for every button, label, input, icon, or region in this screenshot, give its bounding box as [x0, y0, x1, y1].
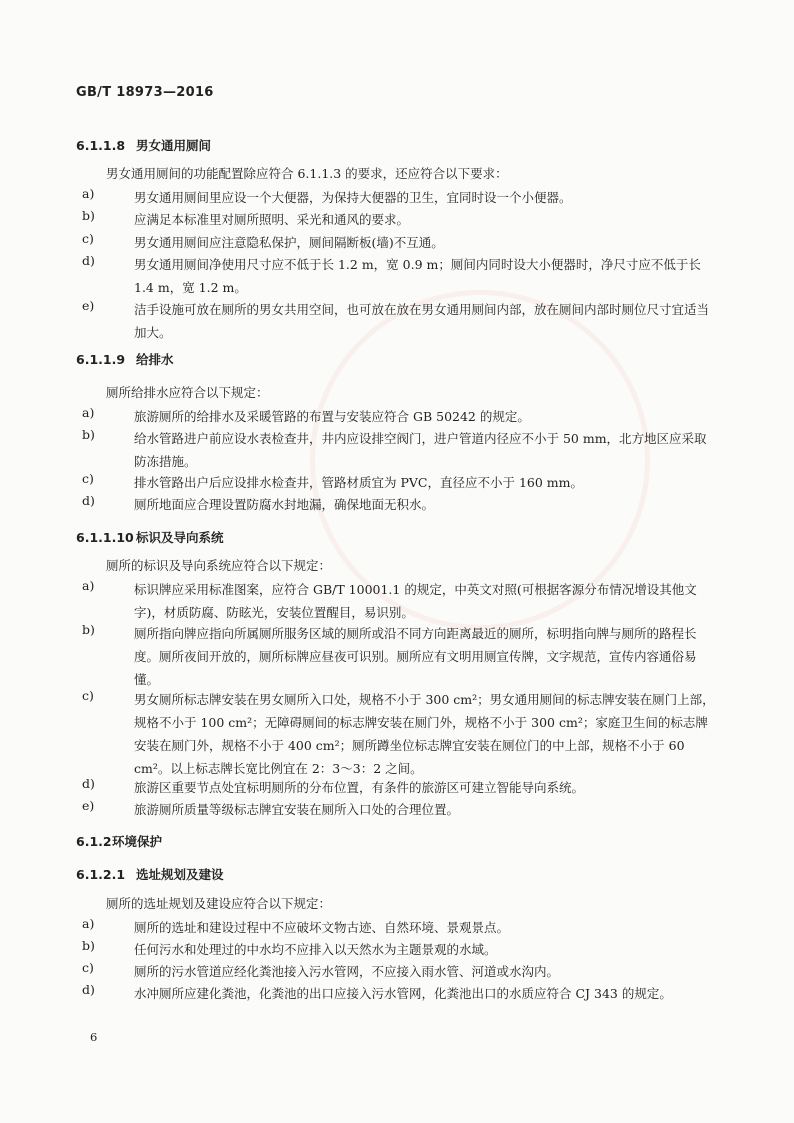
- list-text: 水冲厕所应建化粪池，化粪池的出口应接入污水管网，化粪池出口的水质应符合 CJ 343 的规定。: [134, 986, 672, 1001]
- list-item: [76, 298, 716, 344]
- list-item: [76, 578, 716, 624]
- list-item: [76, 471, 716, 494]
- list-marker: a): [82, 405, 95, 420]
- list-marker: e): [82, 298, 95, 313]
- section-number: 6.1.1.8: [76, 138, 126, 153]
- list-text: 男女通用厕间里应设一个大便器，为保持大便器的卫生，宜同时设一个小便器。: [134, 190, 572, 205]
- list-marker: e): [82, 798, 95, 813]
- list-text: 旅游区重要节点处宜标明厕所的分布位置，有条件的旅游区可建立智能导向系统。: [134, 780, 585, 795]
- list-marker: b): [82, 938, 95, 953]
- list-text: 厕所的污水管道应经化粪池接入污水管网，不应接入雨水管、河道或水沟内。: [134, 964, 560, 979]
- list-item: [76, 493, 716, 516]
- list-text: 厕所指向牌应指向所属厕所服务区域的厕所或沿不同方向距离最近的厕所，标明指向牌与厕所的路程长度。厕所夜间开放的，厕所标牌应昼夜可识别。厕所应有文明用厕宣传牌，文字规范，宣传内容通俗易懂。: [134, 626, 697, 687]
- list-marker: b): [82, 427, 95, 442]
- list-item: [76, 208, 716, 231]
- list-marker: a): [82, 186, 95, 201]
- section-title: 标识及导向系统: [136, 530, 224, 545]
- section-heading: [76, 136, 211, 154]
- list-marker: d): [82, 776, 95, 791]
- list-marker: c): [82, 231, 94, 246]
- list-marker: b): [82, 622, 95, 637]
- list-marker: c): [82, 471, 94, 486]
- list-item: [76, 688, 716, 780]
- list-text: 标识牌应采用标准图案，应符合 GB/T 10001.1 的规定，中英文对照(可根据客源分布情况增设其他文字)，材质防腐、防眩光，安装位置醒目，易识别。: [134, 582, 697, 620]
- section-heading: [76, 528, 224, 546]
- list-text: 厕所地面应合理设置防腐水封地漏，确保地面无积水。: [134, 497, 435, 512]
- list-item: [76, 186, 716, 209]
- list-text: 男女通用厕间净使用尺寸应不低于长 1.2 m，宽 0.9 m；厕间内同时设大小便器时，净尺寸应不低于长 1.4 m，宽 1.2 m。: [134, 257, 701, 295]
- list-text: 给水管路进户前应设水表检查井，井内应设排空阀门，进户管道内径应不小于 50 mm，北方地区应采取防冻措施。: [134, 431, 707, 469]
- list-marker: a): [82, 578, 95, 593]
- list-item: [76, 253, 716, 299]
- list-item: [76, 982, 716, 1005]
- section-number: 6.1.1.9: [76, 352, 126, 367]
- list-marker: b): [82, 208, 95, 223]
- section-number: 6.1.2.1: [76, 867, 126, 882]
- list-item: [76, 231, 716, 254]
- list-marker: d): [82, 253, 95, 268]
- standard-number: GB/T 18973—2016: [76, 85, 214, 100]
- section-title: 环境保护: [112, 834, 163, 849]
- section-heading: [76, 832, 162, 850]
- list-text: 旅游厕所的给排水及采暖管路的布置与安装应符合 GB 50242 的规定。: [134, 409, 530, 424]
- list-item: [76, 960, 716, 983]
- list-item: [76, 427, 716, 473]
- list-text: 旅游厕所质量等级标志牌宜安装在厕所入口处的合理位置。: [134, 802, 460, 817]
- section-heading: [76, 865, 224, 883]
- section-number: 6.1.1.10: [76, 530, 134, 545]
- list-marker: c): [82, 688, 94, 703]
- list-item: [76, 798, 716, 821]
- section-title: 选址规划及建设: [136, 867, 224, 882]
- section-title: 给排水: [136, 352, 174, 367]
- list-text: 应满足本标准里对厕所照明、采光和通风的要求。: [134, 212, 410, 227]
- section-intro: 男女通用厕间的功能配置除应符合 6.1.1.3 的要求，还应符合以下要求：: [106, 166, 508, 181]
- section-title: 男女通用厕间: [136, 138, 212, 153]
- list-text: 男女通用厕间应注意隐私保护，厕间隔断板(墙)不互通。: [134, 235, 444, 250]
- list-marker: c): [82, 960, 94, 975]
- list-item: [76, 622, 716, 691]
- list-item: [76, 405, 716, 428]
- list-item: [76, 776, 716, 799]
- list-item: [76, 916, 716, 939]
- list-text: 厕所的选址和建设过程中不应破坏文物古迹、自然环境、景观景点。: [134, 920, 510, 935]
- list-marker: d): [82, 982, 95, 997]
- list-text: 男女厕所标志牌安装在男女厕所入口处，规格不小于 300 cm²；男女通用厕间的标志牌安装在厕门上部，规格不小于 100 cm²；无障碍厕间的标志牌安装在厕门外，规格不小于 300 cm²；家庭卫生间的标志牌安装在厕门外，规格不小于 400 cm²；厕所蹲坐位标志牌宜安装在厕位门的中上部，规格不小于 60 cm²。以上标志牌长宽比例宜在 2：3～3：2 之间。: [134, 692, 715, 776]
- section-intro: 厕所给排水应符合以下规定：: [106, 385, 269, 400]
- section-intro: 厕所的选址规划及建设应符合以下规定：: [106, 896, 332, 911]
- list-item: [76, 938, 716, 961]
- list-text: 排水管路出户后应设排水检查井，管路材质宜为 PVC，直径应不小于 160 mm。: [134, 475, 583, 490]
- section-number: 6.1.2: [76, 834, 112, 849]
- section-heading: [76, 350, 174, 368]
- list-text: 洁手设施可放在厕所的男女共用空间，也可放在放在男女通用厕间内部，放在厕间内部时厕位尺寸宜适当加大。: [134, 302, 710, 340]
- list-text: 任何污水和处理过的中水均不应排入以天然水为主题景观的水域。: [134, 942, 497, 957]
- list-marker: a): [82, 916, 95, 931]
- list-marker: d): [82, 493, 95, 508]
- page-number: 6: [90, 1030, 98, 1044]
- section-intro: 厕所的标识及导向系统应符合以下规定：: [106, 558, 332, 573]
